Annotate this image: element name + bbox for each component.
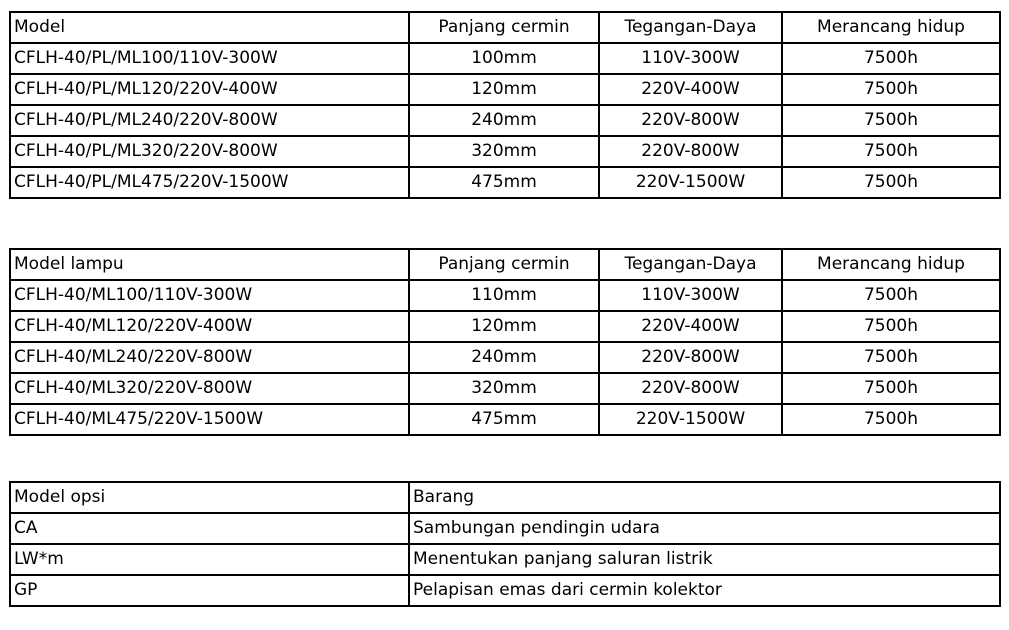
- table-row: [10, 280, 1000, 311]
- mirror-length-cell: 320mm: [409, 373, 599, 404]
- model-cell: CFLH-40/PL/ML475/220V-1500W: [10, 167, 409, 198]
- table-row: [10, 74, 1000, 105]
- design-life-cell: 7500h: [782, 311, 1000, 342]
- mirror-length-cell: 110mm: [409, 280, 599, 311]
- model-cell: CFLH-40/PL/ML320/220V-800W: [10, 136, 409, 167]
- model-cell: CFLH-40/PL/ML240/220V-800W: [10, 105, 409, 136]
- design-life-cell: 7500h: [782, 167, 1000, 198]
- table-row: [10, 105, 1000, 136]
- design-life-cell: 7500h: [782, 74, 1000, 105]
- header-cell-option-model: Model opsi: [10, 482, 409, 513]
- voltage-power-cell: 220V-800W: [599, 342, 782, 373]
- mirror-length-cell: 120mm: [409, 311, 599, 342]
- header-cell-mirror-length: Panjang cermin: [409, 249, 599, 280]
- table-row: [10, 404, 1000, 435]
- lamp-model-table: [9, 248, 1001, 436]
- voltage-power-cell: 220V-400W: [599, 74, 782, 105]
- option-item-cell: Menentukan panjang saluran listrik: [409, 544, 1000, 575]
- table-row: [10, 43, 1000, 74]
- table-header-row: [10, 12, 1000, 43]
- lamp-model-cell: CFLH-40/ML100/110V-300W: [10, 280, 409, 311]
- design-life-cell: 7500h: [782, 373, 1000, 404]
- header-cell-mirror-length: Panjang cermin: [409, 12, 599, 43]
- table-header-row: [10, 482, 1000, 513]
- header-cell-voltage-power: Tegangan-Daya: [599, 12, 782, 43]
- mirror-length-cell: 320mm: [409, 136, 599, 167]
- mirror-length-cell: 475mm: [409, 404, 599, 435]
- table-row: [10, 575, 1000, 606]
- header-cell-item: Barang: [409, 482, 1000, 513]
- option-code-cell: LW*m: [10, 544, 409, 575]
- table-row: [10, 544, 1000, 575]
- model-spec-table: [9, 11, 1001, 199]
- table-row: [10, 342, 1000, 373]
- header-cell-voltage-power: Tegangan-Daya: [599, 249, 782, 280]
- voltage-power-cell: 110V-300W: [599, 280, 782, 311]
- voltage-power-cell: 110V-300W: [599, 43, 782, 74]
- mirror-length-cell: 475mm: [409, 167, 599, 198]
- table-row: [10, 513, 1000, 544]
- option-item-cell: Pelapisan emas dari cermin kolektor: [409, 575, 1000, 606]
- design-life-cell: 7500h: [782, 43, 1000, 74]
- lamp-model-cell: CFLH-40/ML120/220V-400W: [10, 311, 409, 342]
- option-code-cell: GP: [10, 575, 409, 606]
- option-model-table: [9, 481, 1001, 607]
- design-life-cell: 7500h: [782, 105, 1000, 136]
- option-item-cell: Sambungan pendingin udara: [409, 513, 1000, 544]
- voltage-power-cell: 220V-400W: [599, 311, 782, 342]
- mirror-length-cell: 100mm: [409, 43, 599, 74]
- lamp-model-cell: CFLH-40/ML240/220V-800W: [10, 342, 409, 373]
- lamp-model-cell: CFLH-40/ML475/220V-1500W: [10, 404, 409, 435]
- table-row: [10, 373, 1000, 404]
- voltage-power-cell: 220V-800W: [599, 105, 782, 136]
- table-row: [10, 136, 1000, 167]
- table-header-row: [10, 249, 1000, 280]
- design-life-cell: 7500h: [782, 404, 1000, 435]
- design-life-cell: 7500h: [782, 136, 1000, 167]
- mirror-length-cell: 240mm: [409, 342, 599, 373]
- header-cell-design-life: Merancang hidup: [782, 249, 1000, 280]
- design-life-cell: 7500h: [782, 342, 1000, 373]
- voltage-power-cell: 220V-1500W: [599, 167, 782, 198]
- table-row: [10, 167, 1000, 198]
- header-cell-design-life: Merancang hidup: [782, 12, 1000, 43]
- voltage-power-cell: 220V-1500W: [599, 404, 782, 435]
- header-cell-model: Model: [10, 12, 409, 43]
- table-row: [10, 311, 1000, 342]
- voltage-power-cell: 220V-800W: [599, 373, 782, 404]
- mirror-length-cell: 120mm: [409, 74, 599, 105]
- header-cell-lamp-model: Model lampu: [10, 249, 409, 280]
- mirror-length-cell: 240mm: [409, 105, 599, 136]
- design-life-cell: 7500h: [782, 280, 1000, 311]
- option-code-cell: CA: [10, 513, 409, 544]
- lamp-model-cell: CFLH-40/ML320/220V-800W: [10, 373, 409, 404]
- model-cell: CFLH-40/PL/ML100/110V-300W: [10, 43, 409, 74]
- model-cell: CFLH-40/PL/ML120/220V-400W: [10, 74, 409, 105]
- voltage-power-cell: 220V-800W: [599, 136, 782, 167]
